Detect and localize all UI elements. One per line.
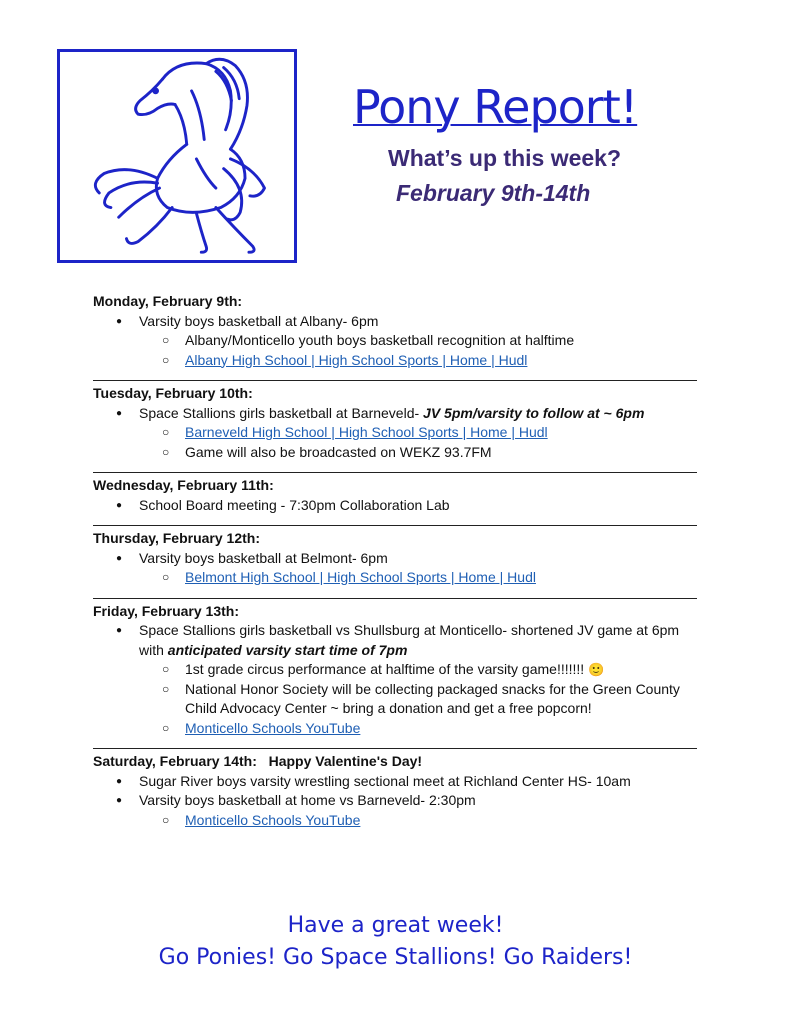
schedule <box>93 292 697 830</box>
logo <box>57 49 297 263</box>
day-heading: Monday, February 9th: <box>93 293 243 309</box>
divider <box>93 525 697 526</box>
smiley-icon: 🙂 <box>588 662 605 677</box>
divider <box>93 380 697 381</box>
day-friday <box>93 602 697 739</box>
item-text: Game will also be broadcasted on WEKZ 93.7FM <box>185 443 492 460</box>
item-text: Space Stallions girls basketball vs Shullsburg at Monticello- shortened JV game at 6pm with <box>139 622 680 658</box>
day-tuesday <box>93 384 697 462</box>
item-text: Varsity boys basketball at Albany- 6pm <box>139 312 379 329</box>
day-heading: Wednesday, February 11th: <box>93 477 274 493</box>
day-monday <box>93 292 697 370</box>
day-heading-text: Saturday, February 14th: <box>93 753 257 769</box>
list-item <box>139 404 697 463</box>
list-item <box>139 772 697 792</box>
hudl-belmont-link[interactable]: Belmont High School | High School Sports | Home | Hudl <box>185 569 536 585</box>
list-item <box>185 423 697 443</box>
divider <box>93 598 697 599</box>
valentines-note: Happy Valentine's Day! <box>268 753 423 769</box>
youtube-link[interactable]: Monticello Schools YouTube <box>185 719 361 736</box>
list-item <box>185 719 697 739</box>
page-subtitle: What’s up this week? <box>388 145 622 171</box>
list-item <box>185 811 697 831</box>
item-text: National Honor Society will be collecting packaged snacks for the Green County Child Advocacy Center ~ bring a donation and get a free popcorn! <box>185 680 680 716</box>
item-text: Sugar River boys varsity wrestling sectional meet at Richland Center HS- 10am <box>139 772 631 789</box>
list-item <box>185 331 697 351</box>
item-text: Space Stallions girls basketball at Barneveld- <box>139 404 424 421</box>
divider <box>93 748 697 749</box>
item-emphasis: JV 5pm/varsity to follow at ~ 6pm <box>423 404 645 421</box>
closing-line-1: Have a great week! <box>287 913 504 938</box>
youtube-link[interactable]: Monticello Schools YouTube <box>185 811 361 828</box>
day-heading: Thursday, February 12th: <box>93 530 261 546</box>
list-item <box>139 791 697 830</box>
item-emphasis: anticipated varsity start time of 7pm <box>167 641 408 658</box>
hudl-albany-link[interactable]: Albany High School | High School Sports | Home | Hudl <box>185 351 528 368</box>
date-range: February 9th-14th <box>396 180 591 206</box>
item-text: Varsity boys basketball at home vs Barneveld- 2:30pm <box>139 792 476 808</box>
stallion-mascot-icon <box>60 52 294 260</box>
day-thursday <box>93 529 697 588</box>
list-item <box>185 568 697 588</box>
hudl-barneveld-link[interactable]: Barneveld High School | High School Sports | Home | Hudl <box>185 424 548 440</box>
item-text: School Board meeting - 7:30pm Collaboration Lab <box>139 496 450 513</box>
item-text: 1st grade circus performance at halftime of the varsity game!!!!!!! <box>185 661 589 677</box>
closing-line-2: Go Ponies! Go Space Stallions! Go Raiders! <box>158 945 633 970</box>
day-heading: Friday, February 13th: <box>93 602 240 619</box>
day-wednesday <box>93 476 697 515</box>
list-item <box>185 351 697 371</box>
list-item <box>139 312 697 371</box>
list-item <box>185 660 697 680</box>
day-heading: Tuesday, February 10th: <box>93 385 253 401</box>
list-item <box>185 680 697 719</box>
list-item <box>185 443 697 463</box>
item-text: Albany/Monticello youth boys basketball recognition at halftime <box>185 332 575 348</box>
list-item <box>139 621 697 738</box>
item-text: Varsity boys basketball at Belmont- 6pm <box>139 549 388 566</box>
day-saturday <box>93 752 697 830</box>
list-item <box>139 496 697 516</box>
page-title: Pony Report! <box>353 80 638 134</box>
day-heading <box>93 752 697 772</box>
divider <box>93 472 697 473</box>
list-item <box>139 549 697 588</box>
